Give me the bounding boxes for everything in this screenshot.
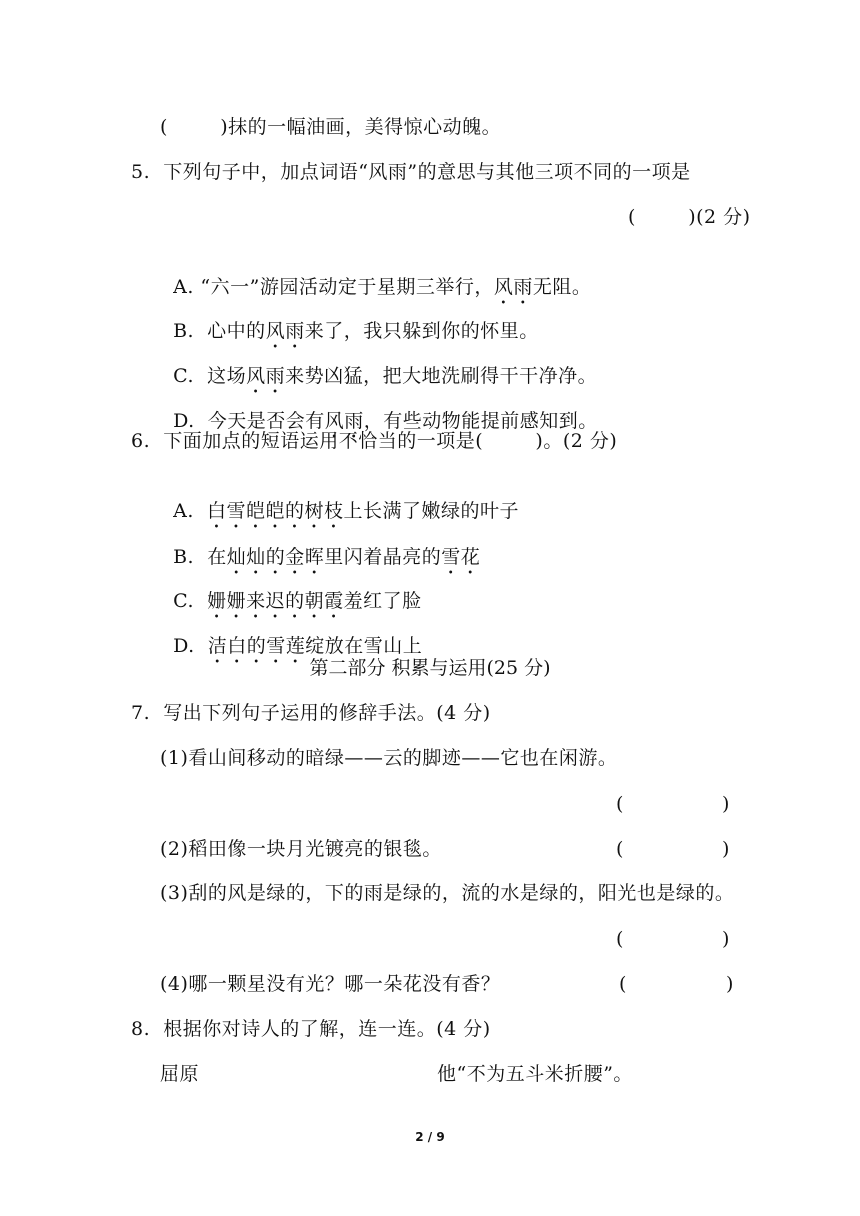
q5-score: ( )(2 分) xyxy=(628,206,751,228)
q6-option-c: C. 姗姗来迟的朝霞羞红了脸 xyxy=(173,590,422,612)
q7-item-3: (3)刮的风是绿的，下的雨是绿的，流的水是绿的，阳光也是绿的。 xyxy=(160,882,735,904)
dotted-phrase: 雪花 xyxy=(441,546,481,568)
q8-right-description[interactable]: 他“不为五斗米折腰”。 xyxy=(437,1063,633,1085)
answer-blank-open[interactable]: ( xyxy=(619,973,627,995)
q7-item-2: (2)稻田像一块月光镀亮的银毯。 xyxy=(160,838,442,860)
q6-option-d: D. 洁白的雪莲绽放在雪山上 xyxy=(173,635,423,657)
q5-option-c: C. 这场风雨来势凶猛，把大地洗刷得干干净净。 xyxy=(173,365,598,387)
q6-stem: 6. 下面加点的短语运用不恰当的一项是( )。(2 分) xyxy=(131,430,618,452)
q6-option-b: B. 在灿灿的金晖里闪着晶亮的雪花 xyxy=(173,546,481,568)
dotted-phrase: 姗姗来迟的朝霞 xyxy=(207,590,344,612)
q5-option-d: D. 今天是否会有风雨，有些动物能提前感知到。 xyxy=(173,410,598,432)
q7-item-4: (4)哪一颗星没有光？哪一朵花没有香？ xyxy=(160,973,501,995)
q4-tail: ( )抹的一幅油画，美得惊心动魄。 xyxy=(160,116,502,138)
q5-option-a: A. “六一”游园活动定于星期三举行，风雨无阻。 xyxy=(173,276,592,298)
answer-blank-close: ) xyxy=(722,838,730,860)
q8-left-poet[interactable]: 屈原 xyxy=(160,1063,200,1085)
q8-stem: 8. 根据你对诗人的了解，连一连。(4 分) xyxy=(131,1018,491,1040)
dotted-phrase: 白雪皑皑的树枝 xyxy=(206,500,344,522)
answer-blank-close: ) xyxy=(722,928,730,950)
answer-blank-close: ) xyxy=(722,793,730,815)
q5-stem: 5. 下列句子中，加点词语“风雨”的意思与其他三项不同的一项是 xyxy=(131,161,691,183)
page-number: 2 / 9 xyxy=(415,1130,445,1144)
q5-option-b: B. 心中的风雨来了，我只躲到你的怀里。 xyxy=(173,320,539,342)
q7-stem: 7. 写出下列句子运用的修辞手法。(4 分) xyxy=(131,702,491,724)
dotted-phrase: 灿灿的金晖 xyxy=(226,546,325,568)
dotted-word: 风雨 xyxy=(493,276,533,298)
q6-option-a: A. 白雪皑皑的树枝上长满了嫩绿的叶子 xyxy=(173,500,519,522)
dotted-word: 风雨 xyxy=(265,320,305,342)
answer-blank-open[interactable]: ( xyxy=(616,793,624,815)
dotted-word: 风雨 xyxy=(324,410,364,432)
q7-item-1: (1)看山间移动的暗绿——云的脚迹——它也在闲游。 xyxy=(160,747,618,769)
answer-blank-open[interactable]: ( xyxy=(616,928,624,950)
answer-blank-open[interactable]: ( xyxy=(616,838,624,860)
section-title: 第二部分 积累与运用(25 分) xyxy=(309,657,551,679)
answer-blank-close: ) xyxy=(726,973,734,995)
dotted-word: 风雨 xyxy=(246,365,286,387)
dotted-phrase: 洁白的雪莲 xyxy=(207,635,306,657)
